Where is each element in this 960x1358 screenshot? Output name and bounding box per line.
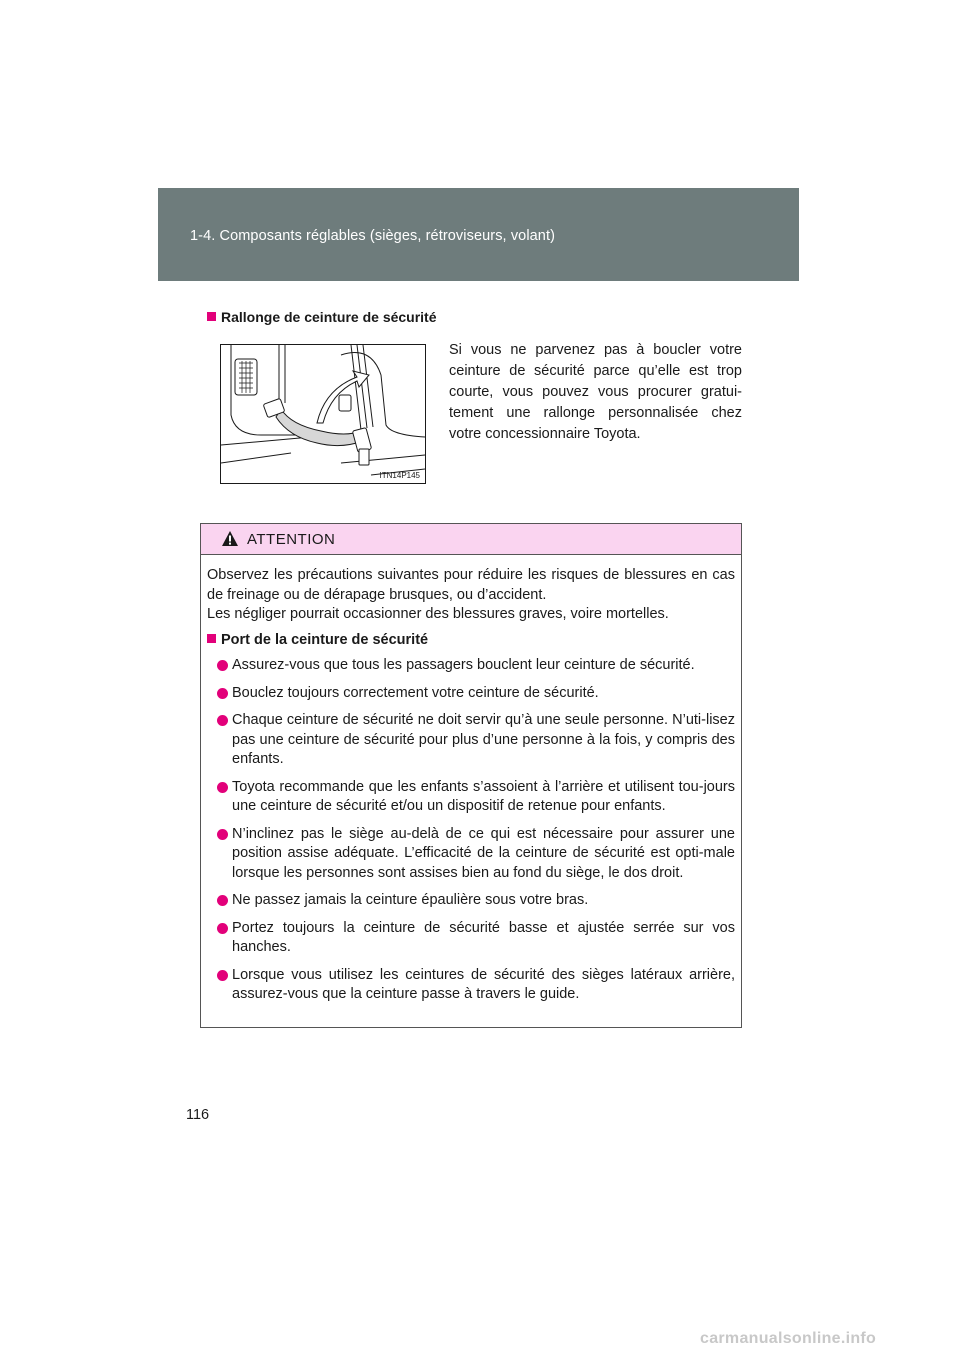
chapter-header-band <box>158 188 799 281</box>
circle-bullet-icon <box>217 923 228 934</box>
figure-code: ITN14P145 <box>379 471 420 480</box>
attention-bullet-list <box>207 656 735 1005</box>
list-item-text: Chaque ceinture de sécurité ne doit servir qu’à une seule personne. N’uti-lisez pas une ceinture de sécurité pour plus d’une personne à la fois, y compris des enfants. <box>232 712 735 767</box>
circle-bullet-icon <box>217 970 228 981</box>
section-heading <box>207 309 437 325</box>
attention-header <box>201 524 741 555</box>
list-item <box>207 825 735 884</box>
circle-bullet-icon <box>217 895 228 906</box>
attention-intro-line1: Observez les précautions suivantes pour réduire les risques de blessures en cas de freinage ou de dérapage brusques, ou d’accident. <box>207 567 735 603</box>
list-item-text: Ne passez jamais la ceinture épaulière sous votre bras. <box>232 892 589 908</box>
list-item <box>207 684 735 704</box>
attention-subheading-text: Port de la ceinture de sécurité <box>221 631 429 648</box>
list-item-text: Lorsque vous utilisez les ceintures de sécurité des sièges latéraux arrière, assurez-vous que la ceinture passe à travers le guide. <box>232 966 735 1002</box>
seatbelt-extender-illustration <box>220 344 426 484</box>
page-number: 116 <box>186 1107 210 1123</box>
circle-bullet-icon <box>217 829 228 840</box>
circle-bullet-icon <box>217 782 228 793</box>
attention-box <box>200 523 742 1028</box>
seatbelt-illustration-drawing <box>221 345 425 483</box>
warning-triangle-icon <box>221 530 239 547</box>
circle-bullet-icon <box>217 715 228 726</box>
list-item <box>207 778 735 817</box>
intro-paragraph: Si vous ne parvenez pas à boucler votre ceinture de sécurité parce qu’elle est trop courte, vous pouvez vous procurer gratui-tement une rallonge personnalisée chez votre concessionnaire Toyota. <box>449 342 742 442</box>
chapter-title: 1-4. Composants réglables (sièges, rétroviseurs, volant) <box>190 228 556 244</box>
circle-bullet-icon <box>217 660 228 671</box>
list-item <box>207 656 735 676</box>
list-item <box>207 919 735 958</box>
section-heading-text: Rallonge de ceinture de sécurité <box>221 309 437 325</box>
list-item-text: Portez toujours la ceinture de sécurité basse et ajustée serrée sur vos hanches. <box>232 919 735 955</box>
attention-subheading <box>207 631 735 651</box>
watermark: carmanualsonline.info <box>700 1330 877 1347</box>
list-item-text: Assurez-vous que tous les passagers bouclent leur ceinture de sécurité. <box>232 657 695 673</box>
square-bullet-icon <box>207 312 216 321</box>
circle-bullet-icon <box>217 688 228 699</box>
attention-intro <box>207 566 735 625</box>
list-item-text: N’inclinez pas le siège au-delà de ce qui est nécessaire pour assurer une position assise adéquate. L’efficacité de la ceinture de sécurité est opti-male lorsque les personnes sont assises bien au fond du siège, le dos droit. <box>232 825 735 881</box>
square-bullet-icon <box>207 634 216 643</box>
attention-intro-line2: Les négliger pourrait occasionner des blessures graves, voire mortelles. <box>207 606 669 622</box>
attention-title: ATTENTION <box>247 531 336 548</box>
list-item <box>207 966 735 1005</box>
list-item <box>207 711 735 770</box>
list-item-text: Bouclez toujours correctement votre ceinture de sécurité. <box>232 684 599 701</box>
list-item <box>207 891 735 911</box>
list-item-text: Toyota recommande que les enfants s’assoient à l’arrière et utilisent tou-jours une ceinture de sécurité et/ou un dispositif de retenue pour enfants. <box>232 778 735 814</box>
attention-body <box>201 555 741 1005</box>
